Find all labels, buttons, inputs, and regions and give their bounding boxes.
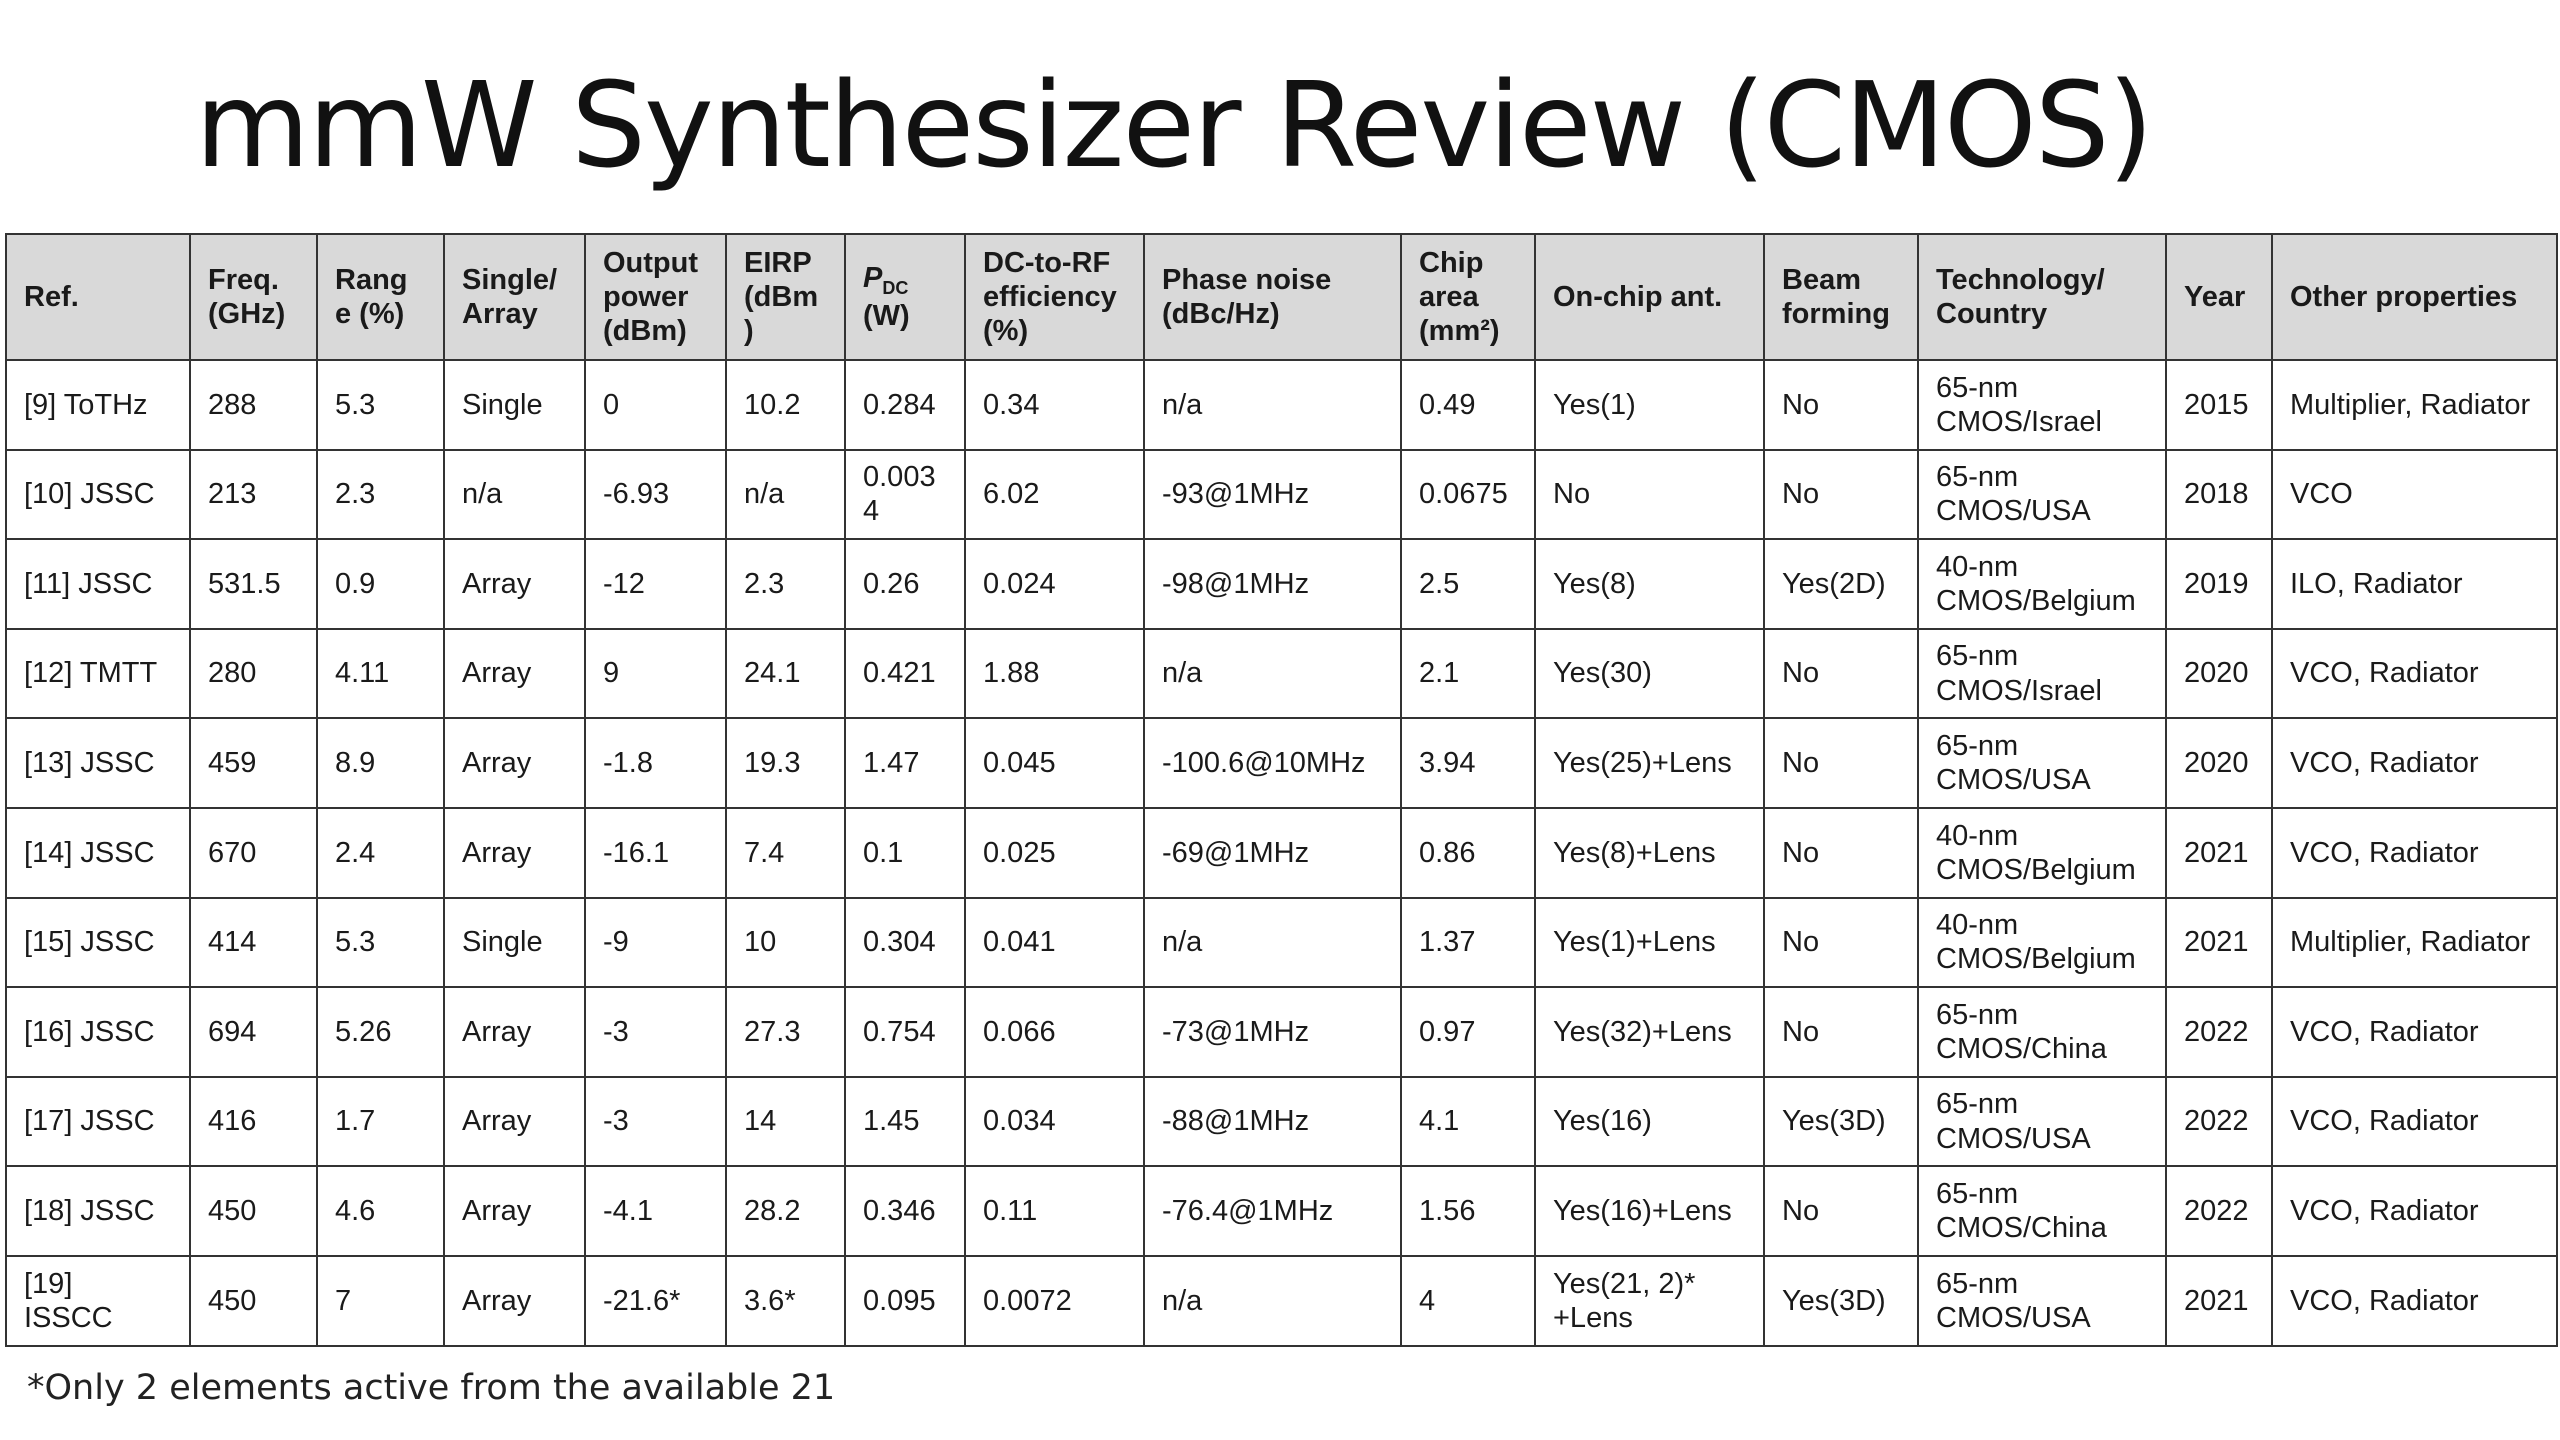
cell-output-power: -1.8 (585, 718, 726, 808)
cell-eirp: 28.2 (726, 1166, 845, 1256)
cell-dc-to-rf-efficiency: 0.025 (965, 808, 1144, 898)
cell-freq: 670 (190, 808, 317, 898)
cell-single-array: Array (444, 987, 585, 1077)
cell-pdc: 1.45 (845, 1077, 965, 1167)
cell-dc-to-rf-efficiency: 0.066 (965, 987, 1144, 1077)
cell-pdc: 0.754 (845, 987, 965, 1077)
cell-other-properties: VCO, Radiator (2272, 1256, 2557, 1346)
cell-beam-forming: No (1764, 360, 1918, 450)
cell-phase-noise: n/a (1144, 360, 1401, 450)
cell-range: 1.7 (317, 1077, 444, 1167)
cell-ref: [14] JSSC (6, 808, 190, 898)
cell-chip-area: 2.1 (1401, 629, 1535, 719)
cell-technology-country: 65-nm CMOS/China (1918, 1166, 2166, 1256)
cell-other-properties: VCO, Radiator (2272, 987, 2557, 1077)
cell-year: 2020 (2166, 718, 2272, 808)
cell-technology-country: 65-nm CMOS/China (1918, 987, 2166, 1077)
cell-other-properties: VCO, Radiator (2272, 629, 2557, 719)
table-row (6, 987, 2557, 1077)
cell-phase-noise: n/a (1144, 1256, 1401, 1346)
cell-phase-noise: n/a (1144, 629, 1401, 719)
column-header-eirp: EIRP (dBm ) (726, 234, 845, 360)
cell-other-properties: VCO (2272, 450, 2557, 540)
table-row (6, 808, 2557, 898)
table-row (6, 450, 2557, 540)
cell-year: 2021 (2166, 1256, 2272, 1346)
cell-pdc: 0.1 (845, 808, 965, 898)
cell-pdc: 0.421 (845, 629, 965, 719)
cell-range: 4.11 (317, 629, 444, 719)
cell-beam-forming: No (1764, 987, 1918, 1077)
cell-on-chip-antenna: Yes(25)+Lens (1535, 718, 1764, 808)
cell-chip-area: 0.49 (1401, 360, 1535, 450)
column-header-other-properties: Other properties (2272, 234, 2557, 360)
cell-chip-area: 3.94 (1401, 718, 1535, 808)
table-row (6, 539, 2557, 629)
cell-pdc: 0.346 (845, 1166, 965, 1256)
cell-output-power: -3 (585, 1077, 726, 1167)
table-row (6, 1077, 2557, 1167)
cell-freq: 213 (190, 450, 317, 540)
cell-other-properties: Multiplier, Radiator (2272, 360, 2557, 450)
cell-eirp: 7.4 (726, 808, 845, 898)
column-header-output-power: Output power (dBm) (585, 234, 726, 360)
cell-on-chip-antenna: No (1535, 450, 1764, 540)
cell-technology-country: 65-nm CMOS/Israel (1918, 629, 2166, 719)
cell-freq: 416 (190, 1077, 317, 1167)
column-header-chip-area: Chip area (mm²) (1401, 234, 1535, 360)
column-header-technology-country: Technology/ Country (1918, 234, 2166, 360)
column-header-ref: Ref. (6, 234, 190, 360)
column-header-on-chip-antenna: On-chip ant. (1535, 234, 1764, 360)
cell-other-properties: VCO, Radiator (2272, 1166, 2557, 1256)
cell-technology-country: 65-nm CMOS/USA (1918, 1256, 2166, 1346)
cell-on-chip-antenna: Yes(1)+Lens (1535, 898, 1764, 988)
synthesizer-review-table (5, 233, 2558, 1347)
cell-output-power: -9 (585, 898, 726, 988)
cell-single-array: Array (444, 539, 585, 629)
cell-freq: 694 (190, 987, 317, 1077)
cell-single-array: Array (444, 1166, 585, 1256)
cell-single-array: Array (444, 629, 585, 719)
cell-year: 2022 (2166, 1166, 2272, 1256)
cell-chip-area: 0.97 (1401, 987, 1535, 1077)
cell-year: 2021 (2166, 808, 2272, 898)
cell-chip-area: 1.56 (1401, 1166, 1535, 1256)
cell-year: 2020 (2166, 629, 2272, 719)
cell-eirp: 3.6* (726, 1256, 845, 1346)
column-header-range: Rang e (%) (317, 234, 444, 360)
cell-technology-country: 40-nm CMOS/Belgium (1918, 898, 2166, 988)
cell-on-chip-antenna: Yes(30) (1535, 629, 1764, 719)
cell-chip-area: 2.5 (1401, 539, 1535, 629)
cell-beam-forming: No (1764, 629, 1918, 719)
cell-ref: [9] ToTHz (6, 360, 190, 450)
cell-technology-country: 65-nm CMOS/USA (1918, 450, 2166, 540)
cell-output-power: -21.6* (585, 1256, 726, 1346)
cell-dc-to-rf-efficiency: 0.0072 (965, 1256, 1144, 1346)
cell-phase-noise: -69@1MHz (1144, 808, 1401, 898)
table-row (6, 629, 2557, 719)
cell-eirp: 27.3 (726, 987, 845, 1077)
cell-output-power: 9 (585, 629, 726, 719)
cell-technology-country: 40-nm CMOS/Belgium (1918, 539, 2166, 629)
cell-eirp: n/a (726, 450, 845, 540)
cell-eirp: 19.3 (726, 718, 845, 808)
cell-chip-area: 1.37 (1401, 898, 1535, 988)
cell-freq: 450 (190, 1166, 317, 1256)
cell-freq: 414 (190, 898, 317, 988)
cell-other-properties: Multiplier, Radiator (2272, 898, 2557, 988)
cell-range: 5.26 (317, 987, 444, 1077)
column-header-dc-to-rf-efficiency: DC-to-RF efficiency (%) (965, 234, 1144, 360)
cell-on-chip-antenna: Yes(32)+Lens (1535, 987, 1764, 1077)
cell-eirp: 14 (726, 1077, 845, 1167)
cell-eirp: 10.2 (726, 360, 845, 450)
cell-ref: [12] TMTT (6, 629, 190, 719)
column-header-single-array: Single/ Array (444, 234, 585, 360)
cell-dc-to-rf-efficiency: 6.02 (965, 450, 1144, 540)
cell-freq: 288 (190, 360, 317, 450)
cell-pdc: 0.003 4 (845, 450, 965, 540)
cell-dc-to-rf-efficiency: 0.11 (965, 1166, 1144, 1256)
cell-on-chip-antenna: Yes(8)+Lens (1535, 808, 1764, 898)
table-row (6, 718, 2557, 808)
cell-range: 0.9 (317, 539, 444, 629)
cell-pdc: 0.304 (845, 898, 965, 988)
cell-year: 2018 (2166, 450, 2272, 540)
cell-beam-forming: No (1764, 718, 1918, 808)
cell-chip-area: 4.1 (1401, 1077, 1535, 1167)
cell-beam-forming: Yes(3D) (1764, 1077, 1918, 1167)
cell-year: 2021 (2166, 898, 2272, 988)
cell-output-power: 0 (585, 360, 726, 450)
cell-technology-country: 65-nm CMOS/USA (1918, 1077, 2166, 1167)
column-header-pdc: $P_{DC}$ (W) (845, 234, 965, 360)
cell-range: 5.3 (317, 360, 444, 450)
cell-beam-forming: Yes(3D) (1764, 1256, 1918, 1346)
cell-other-properties: VCO, Radiator (2272, 1077, 2557, 1167)
cell-technology-country: 65-nm CMOS/USA (1918, 718, 2166, 808)
cell-other-properties: VCO, Radiator (2272, 808, 2557, 898)
cell-pdc: 0.26 (845, 539, 965, 629)
cell-single-array: Single (444, 360, 585, 450)
cell-range: 2.3 (317, 450, 444, 540)
cell-phase-noise: -98@1MHz (1144, 539, 1401, 629)
cell-freq: 531.5 (190, 539, 317, 629)
cell-single-array: Array (444, 718, 585, 808)
cell-eirp: 10 (726, 898, 845, 988)
cell-other-properties: ILO, Radiator (2272, 539, 2557, 629)
cell-range: 2.4 (317, 808, 444, 898)
cell-year: 2015 (2166, 360, 2272, 450)
cell-freq: 450 (190, 1256, 317, 1346)
cell-freq: 459 (190, 718, 317, 808)
cell-single-array: Array (444, 808, 585, 898)
cell-beam-forming: Yes(2D) (1764, 539, 1918, 629)
cell-dc-to-rf-efficiency: 0.045 (965, 718, 1144, 808)
cell-pdc: 0.095 (845, 1256, 965, 1346)
footnote: *Only 2 elements active from the available 21 (27, 1368, 836, 1408)
cell-on-chip-antenna: Yes(16)+Lens (1535, 1166, 1764, 1256)
column-header-beam-forming: Beam forming (1764, 234, 1918, 360)
cell-phase-noise: n/a (1144, 898, 1401, 988)
cell-output-power: -4.1 (585, 1166, 726, 1256)
cell-year: 2022 (2166, 987, 2272, 1077)
cell-single-array: Array (444, 1256, 585, 1346)
column-header-year: Year (2166, 234, 2272, 360)
cell-phase-noise: -76.4@1MHz (1144, 1166, 1401, 1256)
cell-pdc: 0.284 (845, 360, 965, 450)
column-header-freq: Freq. (GHz) (190, 234, 317, 360)
cell-beam-forming: No (1764, 808, 1918, 898)
cell-year: 2019 (2166, 539, 2272, 629)
cell-chip-area: 4 (1401, 1256, 1535, 1346)
cell-dc-to-rf-efficiency: 0.034 (965, 1077, 1144, 1167)
cell-output-power: -16.1 (585, 808, 726, 898)
cell-single-array: Array (444, 1077, 585, 1167)
cell-eirp: 24.1 (726, 629, 845, 719)
cell-output-power: -6.93 (585, 450, 726, 540)
cell-technology-country: 40-nm CMOS/Belgium (1918, 808, 2166, 898)
cell-chip-area: 0.0675 (1401, 450, 1535, 540)
cell-eirp: 2.3 (726, 539, 845, 629)
table-header-row (6, 234, 2557, 360)
cell-ref: [16] JSSC (6, 987, 190, 1077)
cell-on-chip-antenna: Yes(1) (1535, 360, 1764, 450)
cell-dc-to-rf-efficiency: 0.34 (965, 360, 1144, 450)
cell-ref: [11] JSSC (6, 539, 190, 629)
cell-phase-noise: -88@1MHz (1144, 1077, 1401, 1167)
cell-range: 5.3 (317, 898, 444, 988)
cell-range: 8.9 (317, 718, 444, 808)
cell-chip-area: 0.86 (1401, 808, 1535, 898)
cell-phase-noise: -100.6@10MHz (1144, 718, 1401, 808)
cell-phase-noise: -93@1MHz (1144, 450, 1401, 540)
cell-ref: [13] JSSC (6, 718, 190, 808)
cell-single-array: n/a (444, 450, 585, 540)
cell-ref: [19] ISSCC (6, 1256, 190, 1346)
cell-freq: 280 (190, 629, 317, 719)
cell-output-power: -12 (585, 539, 726, 629)
cell-on-chip-antenna: Yes(16) (1535, 1077, 1764, 1167)
cell-single-array: Single (444, 898, 585, 988)
cell-beam-forming: No (1764, 450, 1918, 540)
table-row (6, 360, 2557, 450)
cell-beam-forming: No (1764, 1166, 1918, 1256)
cell-phase-noise: -73@1MHz (1144, 987, 1401, 1077)
table-row (6, 898, 2557, 988)
cell-technology-country: 65-nm CMOS/Israel (1918, 360, 2166, 450)
page-title: mmW Synthesizer Review (CMOS) (195, 56, 2152, 194)
cell-ref: [15] JSSC (6, 898, 190, 988)
table-row (6, 1256, 2557, 1346)
table-row (6, 1166, 2557, 1256)
table-body (6, 360, 2557, 1346)
cell-on-chip-antenna: Yes(21, 2)* +Lens (1535, 1256, 1764, 1346)
cell-beam-forming: No (1764, 898, 1918, 988)
cell-dc-to-rf-efficiency: 0.024 (965, 539, 1144, 629)
cell-other-properties: VCO, Radiator (2272, 718, 2557, 808)
cell-output-power: -3 (585, 987, 726, 1077)
cell-pdc: 1.47 (845, 718, 965, 808)
cell-on-chip-antenna: Yes(8) (1535, 539, 1764, 629)
cell-range: 4.6 (317, 1166, 444, 1256)
cell-ref: [17] JSSC (6, 1077, 190, 1167)
cell-year: 2022 (2166, 1077, 2272, 1167)
cell-dc-to-rf-efficiency: 0.041 (965, 898, 1144, 988)
cell-dc-to-rf-efficiency: 1.88 (965, 629, 1144, 719)
cell-ref: [18] JSSC (6, 1166, 190, 1256)
column-header-phase-noise: Phase noise (dBc/Hz) (1144, 234, 1401, 360)
cell-ref: [10] JSSC (6, 450, 190, 540)
cell-range: 7 (317, 1256, 444, 1346)
